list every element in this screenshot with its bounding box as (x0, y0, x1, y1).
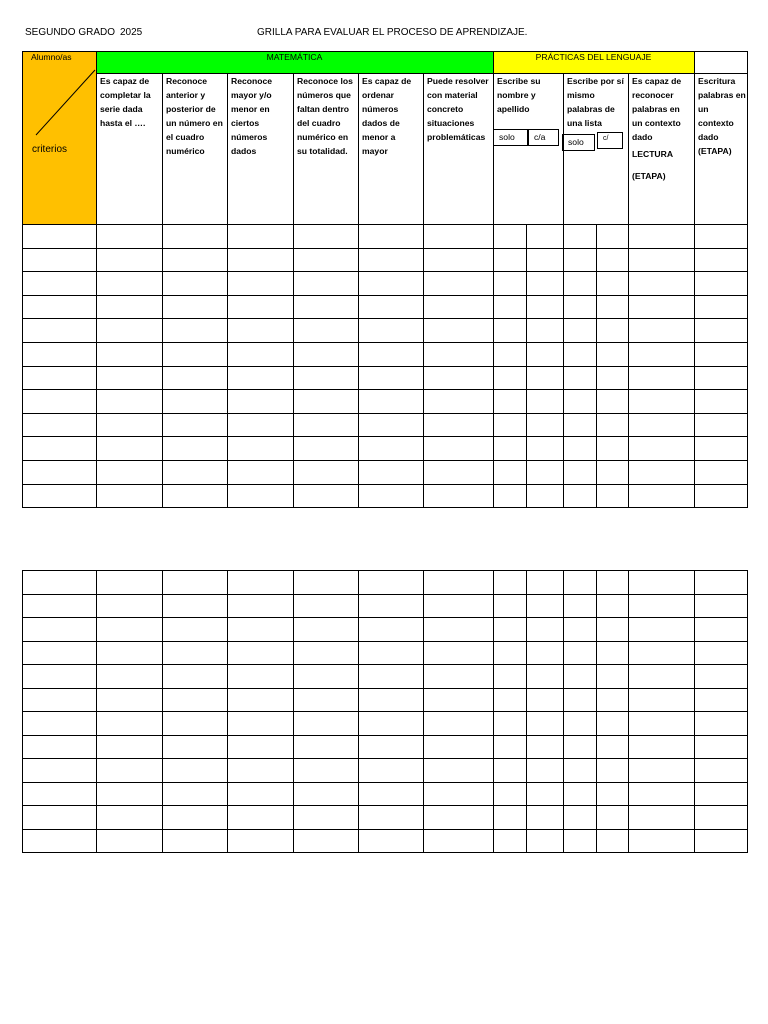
table2-row[interactable] (23, 736, 747, 758)
table1-row[interactable] (23, 272, 747, 295)
year-label: 2025 (120, 27, 143, 38)
table2-row[interactable] (23, 665, 747, 688)
grid-vline (293, 73, 294, 225)
table2-hline (22, 852, 748, 853)
grid-vline (227, 73, 228, 225)
grid-vline (493, 51, 494, 225)
table2-row[interactable] (23, 571, 747, 594)
table1-hline (22, 507, 748, 508)
table1-row[interactable] (23, 225, 747, 248)
grid-vline (694, 51, 695, 225)
table2-row[interactable] (23, 595, 747, 617)
math-group-label: MATEMÁTICA (266, 52, 323, 62)
table2-row[interactable] (23, 759, 747, 782)
header-top-border (22, 51, 748, 52)
c8-ca-box: c/ (597, 132, 623, 149)
table1-row[interactable] (23, 319, 747, 342)
document-title: GRILLA PARA EVALUAR EL PROCESO DE APRENDIZAJE. (257, 27, 528, 38)
table1-row[interactable] (23, 485, 747, 507)
table2-row[interactable] (23, 830, 747, 852)
c7-ca-box: c/a (528, 129, 559, 146)
table1-row[interactable] (23, 414, 747, 436)
language-group-label: PRÁCTICAS DEL LENGUAJE (535, 52, 652, 62)
table2-row[interactable] (23, 689, 747, 711)
grade-label: SEGUNDO GRADO (25, 27, 116, 38)
criterion-7: Escribe su nombre y apellido (497, 76, 541, 114)
grid-vline (628, 73, 629, 225)
table2-row[interactable] (23, 806, 747, 829)
corner-criteria-label: criterios (32, 144, 68, 155)
header-group-divider (96, 73, 748, 74)
criterion-5: Es capaz de ordenar números dados de menor a mayor (362, 76, 412, 156)
table1-row[interactable] (23, 461, 747, 484)
table1-row[interactable] (23, 343, 747, 366)
grid-vline (96, 51, 97, 225)
table1-vline (747, 224, 748, 508)
criterion-8: Escribe por sí mismo palabras de una lista (567, 76, 624, 128)
corner-diagonal (22, 51, 96, 224)
criterion-9-stage: (ETAPA) (632, 171, 666, 181)
grid-vline (358, 73, 359, 225)
criterion-6: Puede resolver con material concreto situaciones problemáticas (427, 76, 489, 142)
criterion-9-reading: LECTURA (632, 149, 674, 159)
criterion-3: Reconoce mayor y/o menor en ciertos números dados (231, 76, 273, 156)
table2-row[interactable] (23, 618, 747, 641)
criterion-10: Escritura palabras en un contexto dado (ETAPA) (698, 76, 746, 156)
grid-vline (563, 73, 564, 225)
criterion-9 (632, 74, 692, 183)
table1-row[interactable] (23, 367, 747, 389)
criterion-2: Reconoce anterior y posterior de un número en el cuadro numérico (166, 76, 223, 156)
table2-row[interactable] (23, 642, 747, 664)
table1-row[interactable] (23, 296, 747, 318)
corner-students-label: Alumno/as (31, 52, 72, 62)
table1-row[interactable] (23, 249, 747, 271)
grid-vline (162, 73, 163, 225)
criterion-9-text: Es capaz de reconocer palabras en un contexto dado (632, 76, 682, 142)
grid-vline (747, 51, 748, 225)
grid-vline (423, 73, 424, 225)
table2-row[interactable] (23, 783, 747, 805)
table1-row[interactable] (23, 437, 747, 460)
table1-row[interactable] (23, 390, 747, 413)
c8-solo-box: solo (562, 134, 595, 151)
c7-solo-box: solo (493, 129, 528, 146)
criterion-4: Reconoce los números que faltan dentro del cuadro numérico en su totalidad. (297, 76, 353, 156)
grid-vline (22, 51, 23, 225)
table2-row[interactable] (23, 712, 747, 735)
criterion-1: Es capaz de completar la serie dada hasta el …. (100, 76, 151, 128)
table2-vline (747, 570, 748, 853)
